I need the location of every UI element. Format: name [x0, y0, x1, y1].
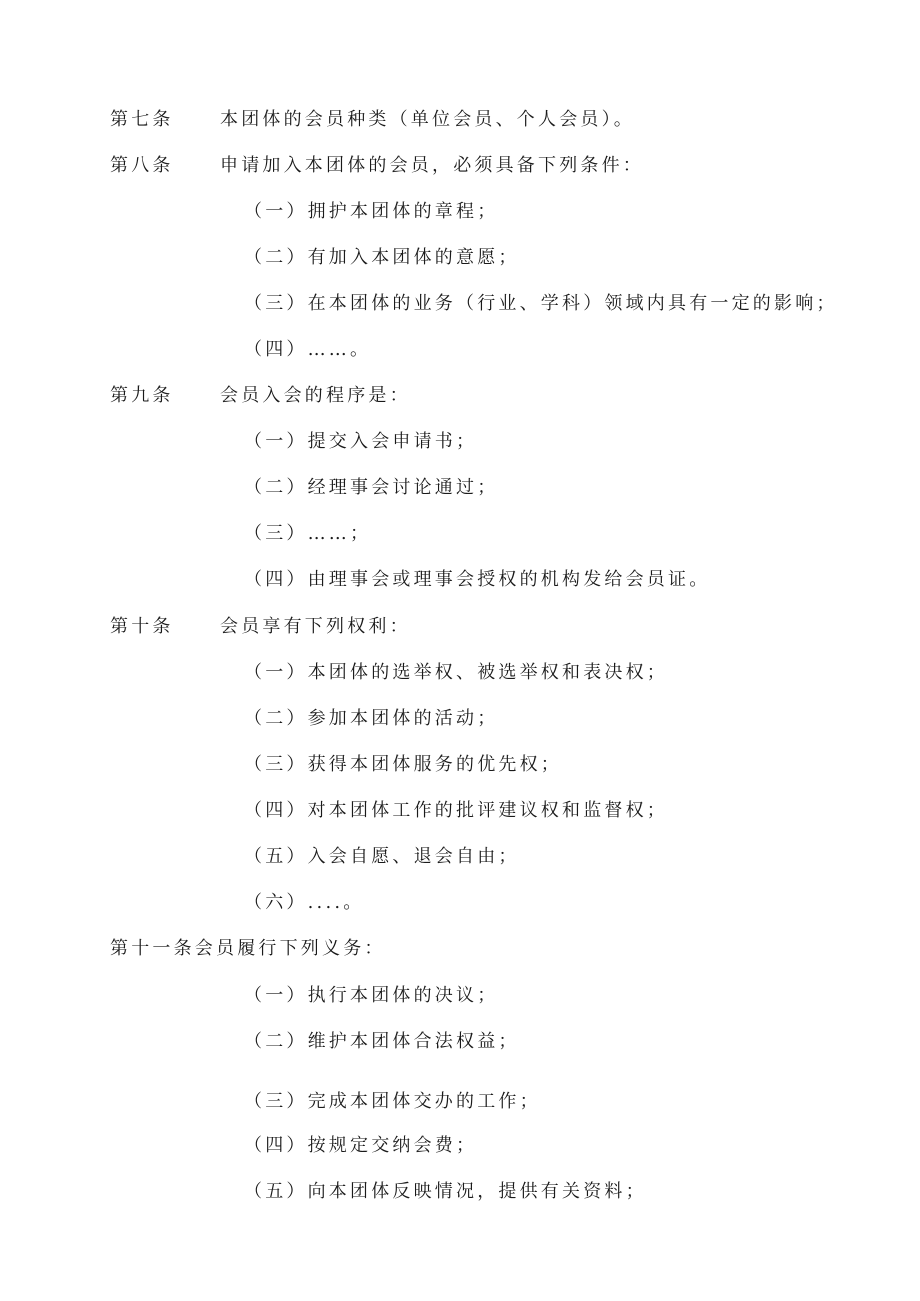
article-10-item-3: （三）获得本团体服务的优先权； [244, 754, 562, 775]
article-11-item-5: （五）向本团体反映情况，提供有关资料； [244, 1181, 647, 1202]
article-9-item-3: （三）……； [244, 523, 372, 544]
article-9-item-1: （一）提交入会申请书； [244, 431, 478, 452]
article-9-item-2: （二）经理事会讨论通过； [244, 477, 499, 498]
article-11-item-3: （三）完成本团体交办的工作； [244, 1091, 541, 1112]
article-9-text: 会员入会的程序是： [220, 385, 411, 406]
article-11-item-1: （一）执行本团体的决议； [244, 985, 499, 1006]
article-10-item-2: （二）参加本团体的活动； [244, 708, 499, 729]
article-8-text: 申请加入本团体的会员，必须具备下列条件： [220, 155, 644, 176]
article-10-item-5: （五）入会自愿、退会自由； [244, 846, 520, 867]
article-8-item-3: （三）在本团体的业务（行业、学科）领域内具有一定的影响； [244, 293, 838, 314]
article-8-item-2: （二）有加入本团体的意愿； [244, 247, 520, 268]
article-7-text: 本团体的会员种类（单位会员、个人会员）。 [220, 109, 635, 130]
article-9-item-4: （四）由理事会或理事会授权的机构发给会员证。 [244, 569, 711, 590]
article-10-number: 第十条 [110, 616, 174, 637]
article-8-number: 第八条 [110, 155, 174, 176]
article-9-number: 第九条 [110, 385, 174, 406]
article-8-item-4: （四）……。 [244, 339, 372, 360]
article-11-item-2: （二）维护本团体合法权益； [244, 1031, 520, 1052]
article-11-heading: 第十一条会员履行下列义务： [110, 938, 386, 959]
article-10-item-6: （六）....。 [244, 892, 365, 913]
article-8-item-1: （一）拥护本团体的章程； [244, 201, 499, 222]
article-10-item-1: （一）本团体的选举权、被选举权和表决权； [244, 662, 668, 683]
article-10-item-4: （四）对本团体工作的批评建议权和监督权； [244, 800, 668, 821]
article-10-text: 会员享有下列权利： [220, 616, 411, 637]
article-11-item-4: （四）按规定交纳会费； [244, 1135, 478, 1156]
article-7-number: 第七条 [110, 109, 174, 130]
